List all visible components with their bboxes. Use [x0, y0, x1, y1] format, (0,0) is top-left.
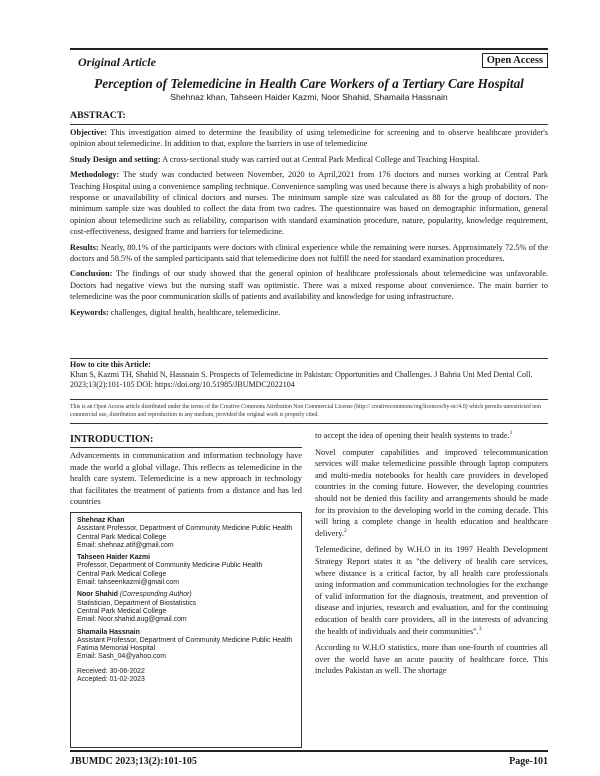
article-header: [70, 55, 548, 71]
affiliation-name: Noor Shahid (Corresponding Author): [77, 591, 192, 599]
affiliation-email: Email: Sash_04@yahoo.com: [77, 653, 166, 661]
affiliation-line: Fatima Memorial Hospital: [77, 645, 156, 653]
footer-rule: [70, 750, 548, 752]
reference-marker: 2: [344, 527, 347, 534]
introduction-column: [70, 450, 302, 508]
abstract-objective: [70, 127, 548, 150]
citation-text: Khan S, Kazmi TH, Shahid N, Hassnain S. Prospects of Telemedicine in Pakistan: Opportunities and Challenges. J Bahria Uni Med Dental Coll. 2023;13(2):101-105 DOI: https://doi.org/10.51985/JBUMDC2022104: [70, 370, 533, 390]
conclusion-label: Conclusion:: [70, 269, 113, 279]
design-text: A cross-sectional study was carried out at Central Park Medical College and Teaching Hospital.: [162, 154, 480, 164]
citation-heading: How to cite this Article:: [70, 360, 151, 369]
author-list: Shehnaz khan, Tahseen Haider Kazmi, Noor Shahid, Shamaila Hassnain: [170, 92, 448, 102]
license-text: This is an Open Access article distributed under the terms of the Creative Commons Attribution Non Commercial License (http:// creativecommons/org/licences/by-nc/4.0) which permits unrestricted non commercial use, distribution and reproduction in any medium, provided the original work is properly cited.: [70, 404, 541, 418]
article-type: Original Article: [78, 55, 156, 69]
reference-marker: 1: [509, 430, 513, 437]
abstract-results: [70, 242, 548, 265]
affiliation-line: Central Park Medical College: [77, 533, 167, 541]
footer-journal: JBUMDC 2023;13(2):101-105: [70, 756, 197, 767]
header-rule: [70, 48, 548, 50]
affiliation-email: Email: Noor.shahid.aug@gmail.com: [77, 616, 187, 624]
affiliation-line: Statistician, Department of Biostatistics: [77, 599, 197, 607]
article-title: Perception of Telemedicine in Health Care Workers of a Tertiary Care Hospital: [94, 76, 524, 91]
article-dates: [77, 668, 295, 685]
citation-block: [70, 360, 548, 391]
methodology-text: The study was conducted between November, 2020 to April,2021 from 176 doctors and nurses working at Central Park Teaching Hospital using a convenience sampling technique. Convenience sampling was used because there is always a high probability of non-response or unavailability of clinical doctors and nurses. The minimum sample size was calculated as 88 for the group of doctors. The minimum sample size was doubled to collect the data from two cadres. The questionnaire was based on demographic information, general opinion about telemedicine such as reliability, comparison with standard examination procedure, nature, popularity, knowledge requirement, cost-effectiveness, designed frame and barriers for telemedicine.: [70, 170, 548, 237]
design-label: Study Design and setting:: [70, 154, 161, 164]
paragraph: to accept the idea of opening their health systems to trade.$^1$: [315, 430, 513, 440]
affiliation-email: Email: shehnaz.atif@gmail.com: [77, 541, 174, 549]
abstract-heading: ABSTRACT:: [70, 110, 126, 121]
affiliation-entry: [77, 629, 295, 662]
abstract-conclusion: [70, 268, 548, 302]
results-label: Results:: [70, 242, 99, 252]
keywords-text: challenges, digital health, healthcare, telemedicine.: [110, 307, 281, 317]
reference-marker: 3: [478, 625, 482, 632]
footer-page-number: Page-101: [509, 756, 548, 767]
abstract-keywords: [70, 307, 548, 318]
corresponding-author-label: (Corresponding Author): [119, 591, 192, 599]
introduction-paragraph: Advancements in communication and information technology have made the world a global village. This reflects as telemedicine in the health care system. Telemedicine is a new approach in technology that facilitates the treatment of patients from a distance and has led countries: [70, 451, 302, 507]
affiliation-entry: [77, 591, 295, 624]
license-rule-top: [70, 399, 548, 400]
affiliation-name: Tahseen Haider Kazmi: [77, 554, 151, 562]
affiliation-line: Professor, Department of Community Medicine Public Health: [77, 562, 263, 570]
abstract-rule: [70, 124, 548, 125]
paragraph: Telemedicine, defined by W.H.O in its 1997 Health Development Strategy Report states it as "the delivery of health care services, where distance is a critical factor, by all health care professionals using information and communication technologies for the exchange of valid information for the diagnosis, treatment, and prevention of disease and injuries, research and evaluation, and for the continuing education of health care providers, all in the interests of advancing the health of individuals and their communities".$^3$: [315, 545, 548, 636]
affiliation-name: Shehnaz Khan: [77, 517, 125, 524]
introduction-rule: [70, 447, 302, 448]
affiliation-line: Assistant Professor, Department of Community Medicine Public Health: [77, 636, 293, 644]
citation-rule: [70, 358, 548, 359]
affiliation-line: Central Park Medical College: [77, 607, 167, 615]
author-affiliations-box: [70, 512, 302, 748]
affiliation-line: Assistant Professor, Department of Community Medicine Public Health: [77, 525, 293, 533]
affiliation-line: Central Park Medical College: [77, 570, 167, 578]
received-date: Received: 30-06-2022: [77, 667, 145, 675]
affiliation-email: Email: tahseenkazmi@gmail.com: [77, 579, 179, 587]
introduction-heading: INTRODUCTION:: [70, 434, 154, 445]
keywords-label: Keywords:: [70, 307, 109, 317]
results-text: Nearly, 80.1% of the participants were doctors with clinical experience while the remaining were nurses. Approximately 72.5% of the doctors and 58.5% of the sampled participants said that telemedicine does not fulfill the need for standard examination procedures.: [70, 242, 548, 264]
paragraph: According to W.H.O statistics, more than one-fourth of countries all over the world have an acute paucity of healthcare force. This includes Pakistan as well. The shortage: [315, 643, 548, 676]
abstract-methodology: [70, 169, 548, 237]
license-rule-bottom: [70, 423, 548, 424]
methodology-label: Methodology:: [70, 170, 120, 180]
objective-label: Objective:: [70, 128, 107, 137]
affiliation-entry: [77, 517, 295, 550]
affiliation-name: Shamaila Hassnain: [77, 628, 140, 636]
right-column: [315, 430, 548, 682]
abstract-design: [70, 154, 548, 165]
affiliation-entry: [77, 554, 295, 587]
accepted-date: Accepted: 01-02-2023: [77, 676, 145, 684]
objective-text: This investigation aimed to determine the feasibility of using telemedicine for screening and to observe healthcare provider's opinion about telemedicine. In addition to that, explore the barriers in use of telemedicine: [70, 128, 548, 149]
conclusion-text: The findings of our study showed that the general opinion of healthcare professionals about telemedicine was unfavorable. Doctors had negative views but the nursing staff was optimistic. There was a mixed response about convenience. The main barrier to telemedicine was the poor communication skills of patients and availability and knowledge for using infrastructure.: [70, 269, 548, 302]
paragraph: Novel computer capabilities and improved telecommunication services will make telemedicine possible through laptop computers and multi-media notebooks for health care providers in developed countries in the coming future. However, the developing countries should not be denied this facility and arrangements should be made for its provision to the developing world in the coming decade. This will bring a complete change in health education and healthcare delivery.$^2$: [315, 447, 548, 538]
open-access-badge: Open Access: [482, 53, 548, 68]
abstract-body: [70, 127, 548, 322]
